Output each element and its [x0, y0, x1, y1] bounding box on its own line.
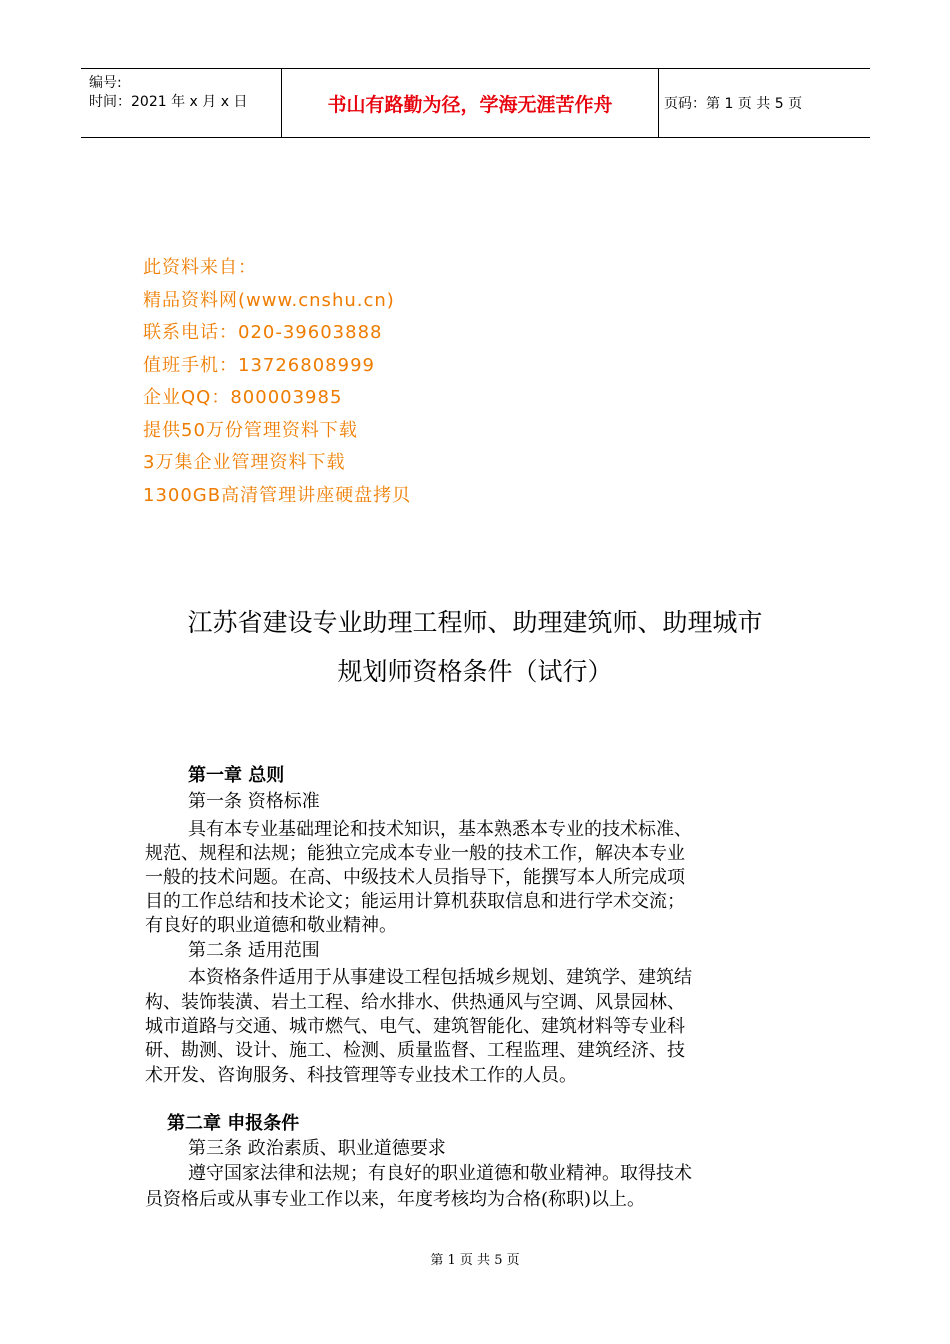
- article-heading: 第一条 资格标准: [188, 791, 320, 812]
- header-motto: 书山有路勤为径，学海无涯苦作舟: [282, 69, 659, 137]
- promo-line: 提供50万份管理资料下载: [143, 419, 358, 441]
- time-label: 时间：2021 年 x 月 x 日: [89, 94, 248, 110]
- number-label: 编号:: [89, 75, 122, 91]
- article-heading: 第二条 适用范围: [188, 940, 320, 961]
- paragraph-line: 城市道路与交通、城市燃气、电气、建筑智能化、建筑材料等专业科: [145, 1016, 685, 1037]
- paragraph-line: 员资格后或从事专业工作以来，年度考核均为合格(称职)以上。: [145, 1189, 646, 1210]
- paragraph-line: 规范、规程和法规；能独立完成本专业一般的技术工作，解决本专业: [145, 843, 685, 864]
- paragraph-line: 目的工作总结和技术论文；能运用计算机获取信息和进行学术交流；: [145, 891, 685, 912]
- paragraph-line: 遵守国家法律和法规；有良好的职业道德和敬业精神。取得技术: [188, 1163, 692, 1184]
- promo-line: 精品资料网(www.cnshu.cn): [143, 289, 395, 311]
- article-heading: 第三条 政治素质、职业道德要求: [188, 1138, 446, 1159]
- paragraph-line: 构、装饰装潢、岩土工程、给水排水、供热通风与空调、风景园林、: [145, 992, 685, 1013]
- document-title-line1: 江苏省建设专业助理工程师、助理建筑师、助理城市: [187, 608, 763, 637]
- promo-line: 3万集企业管理资料下载: [143, 452, 346, 473]
- paragraph-line: 一般的技术问题。在高、中级技术人员指导下，能撰写本人所完成项: [145, 867, 685, 888]
- promo-line: 联系电话：020-39603888: [143, 322, 383, 343]
- promo-line: 值班手机：13726808999: [143, 354, 375, 376]
- header-page-info: 页码：第 1 页 共 5 页: [664, 96, 803, 112]
- header-meta-cell: [81, 69, 282, 137]
- promo-line: 企业QQ：800003985: [143, 387, 343, 408]
- document-title-line2: 规划师资格条件（试行）: [337, 657, 613, 686]
- chapter-heading: 第二章 申报条件: [167, 1113, 300, 1134]
- paragraph-line: 术开发、咨询服务、科技管理等专业技术工作的人员。: [145, 1065, 577, 1086]
- promo-block: [143, 252, 411, 512]
- paragraph-line: 本资格条件适用于从事建设工程包括城乡规划、建筑学、建筑结: [188, 967, 692, 988]
- paragraph-line: 研、勘测、设计、施工、检测、质量监督、工程监理、建筑经济、技: [145, 1040, 685, 1061]
- paragraph-line: 具有本专业基础理论和技术知识，基本熟悉本专业的技术标准、: [188, 819, 692, 840]
- page-footer: 第 1 页 共 5 页: [430, 1253, 520, 1268]
- paragraph-line: 有良好的职业道德和敬业精神。: [145, 915, 397, 936]
- promo-line: 此资料来自：: [143, 257, 257, 278]
- chapter-heading: 第一章 总则: [188, 765, 285, 786]
- page-header: [81, 68, 870, 138]
- promo-line: 1300GB高清管理讲座硬盘拷贝: [143, 484, 412, 506]
